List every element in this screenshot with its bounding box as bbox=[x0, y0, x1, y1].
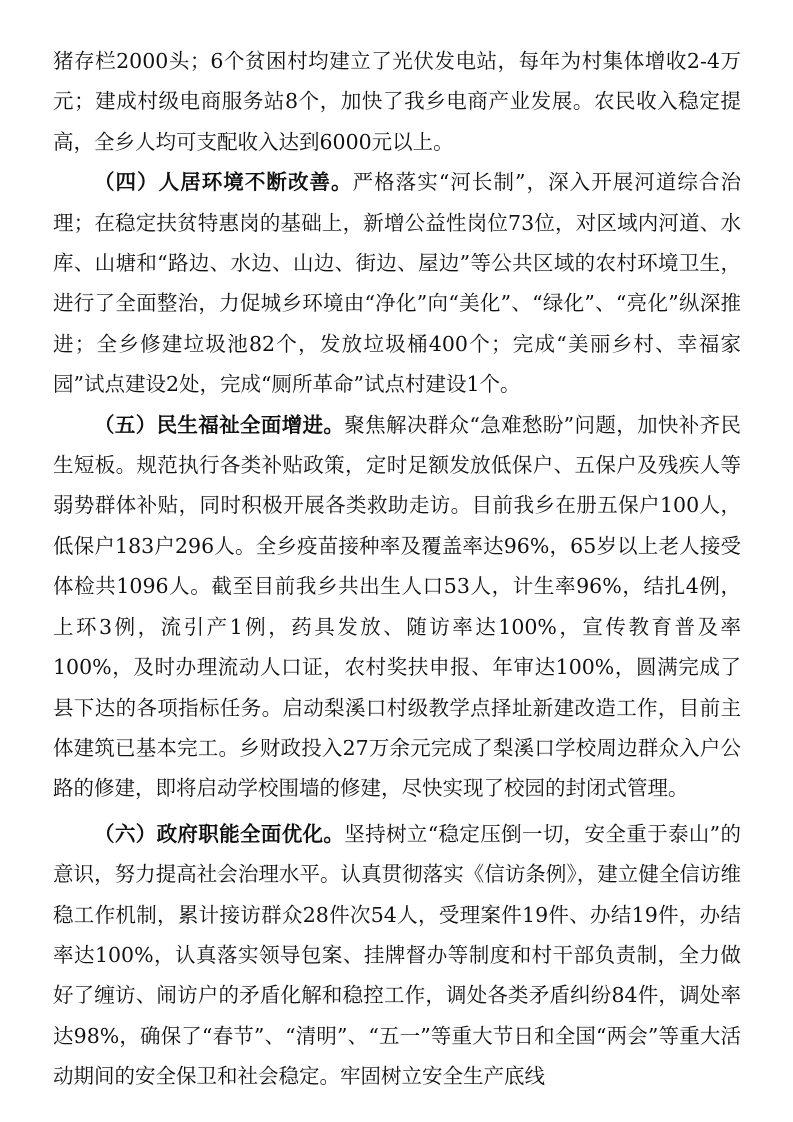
paragraph-government-functions bbox=[53, 814, 741, 1097]
paragraph-continuation bbox=[53, 41, 741, 162]
paragraph-living-environment bbox=[53, 162, 741, 404]
document-page bbox=[53, 41, 741, 1097]
paragraph-livelihood bbox=[53, 405, 741, 809]
paragraph-text: 聚焦解决群众“急难愁盼”问题，加快补齐民生短板。规范执行各类补贴政策，定时足额发放低保户、五保户及残疾人等弱势群体补贴，同时积极开展各类救助走访。目前我乡在册五保户100人，低保户183户296人。全乡疫苗接种率及覆盖率达96%，65岁以上老人接受体检共1096人。截至目前我乡共出生人口53人，计生率96%，结扎4例，上环3例，流引产1例，药具发放、随访率达100%，宣传教育普及率100%，及时办理流动人口证，农村奖扶申报、年审达100%，圆满完成了县下达的各项指标任务。启动梨溪口村级教学点择址新建改造工作，目前主体建筑已基本完工。乡财政投入27万余元完成了梨溪口学校周边群众入户公路的修建，即将启动学校围墙的修建，尽快实现了校园的封闭式管理。 bbox=[53, 412, 742, 801]
paragraph-text: 猪存栏2000头；6个贫困村均建立了光伏发电站，每年为村集体增收2-4万元；建成村级电商服务站8个，加快了我乡电商产业发展。农民收入稳定提高，全乡人均可支配收入达到6000元以上。 bbox=[53, 49, 741, 154]
section-heading: （四）人居环境不断改善。 bbox=[94, 170, 353, 195]
paragraph-text: 坚持树立“稳定压倒一切，安全重于泰山”的意识，努力提高社会治理水平。认真贯彻落实《信访条例》，建立健全信访维稳工作机制，累计接访群众28件次54人，受理案件19件、办结19件，办结率达100%，认真落实领导包案、挂牌督办等制度和村干部负责制，全力做好了缠访、闹访户的矛盾化解和稳控工作，调处各类矛盾纠纷84件，调处率达98%，确保了“春节”、“清明”、“五一”等重大节日和全国“两会”等重大活动期间的安全保卫和社会稳定。牢固树立安全生产底线 bbox=[53, 821, 742, 1089]
paragraph-text: 严格落实“河长制”，深入开展河道综合治理；在稳定扶贫特惠岗的基础上，新增公益性岗位73位，对区域内河道、水库、山塘和“路边、水边、山边、街边、屋边”等公共区域的农村环境卫生，进行了全面整治，力促城乡环境由“净化”向“美化”、“绿化”、“亮化”纵深推进；全乡修建垃圾池82个，发放垃圾桶400个；完成“美丽乡村、幸福家园”试点建设2处，完成“厕所革命”试点村建设1个。 bbox=[53, 170, 742, 397]
section-heading: （六）政府职能全面优化。 bbox=[94, 821, 345, 846]
section-heading: （五）民生福祉全面增进。 bbox=[94, 412, 345, 437]
